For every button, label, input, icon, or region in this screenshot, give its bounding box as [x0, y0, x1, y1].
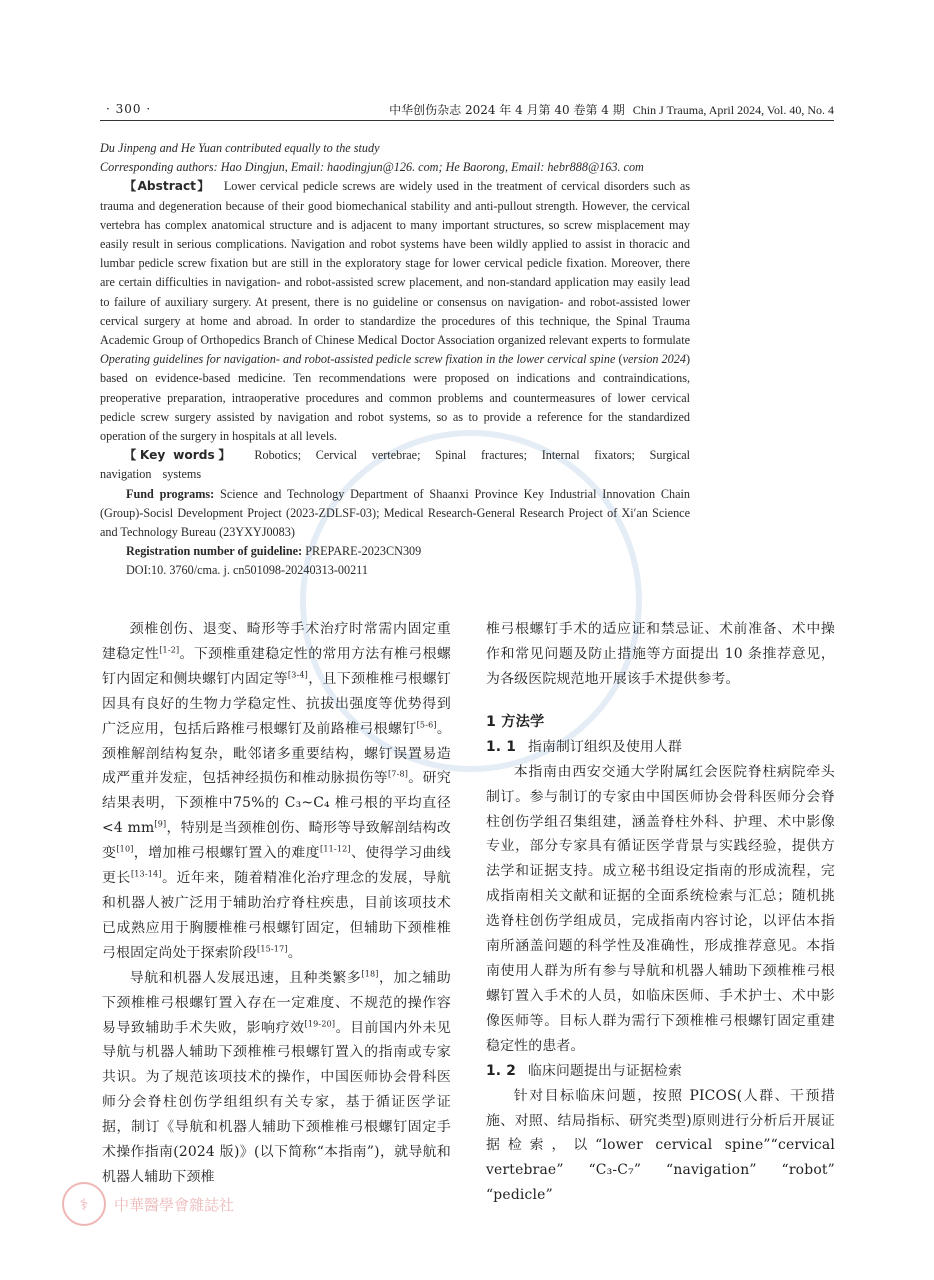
fund-programs: [100, 485, 690, 543]
abstract-paragraph: [100, 177, 690, 446]
subsection-title: 临床问题提出与证据检索: [528, 1062, 683, 1079]
registration-number: [100, 542, 690, 561]
running-header: [389, 101, 834, 118]
subsection-title: 指南制订组织及使用人群: [528, 738, 683, 755]
journal-name-cn: 中华创伤杂志 2024 年 4 月第 40 卷第 4 期: [389, 103, 625, 117]
intro-paragraph-1: [102, 617, 451, 966]
citation: [11-12]: [320, 844, 351, 854]
page-number: · 300 ·: [106, 102, 152, 116]
citation: [5-6]: [416, 720, 437, 729]
publisher-seal-icon: ⚕: [62, 1182, 106, 1226]
methods-paragraph-2: 针对目标临床问题，按照 PICOS(人群、干预措施、对照、结局指标、研究类型)原则进行分析后开展证据检索，以“lower cervical spine”“cervical vertebrae” “C₃-C₇” “navigation” “robot” “pedicle”: [486, 1087, 835, 1204]
text-run: ，增加椎弓根螺钉置入的难度: [133, 845, 321, 862]
citation: [19-20]: [304, 1018, 336, 1028]
text-run: 。下颈椎重建稳定性的常用方法有椎弓根螺钉内固定和侧块螺钉内固定等: [102, 645, 451, 687]
abstract-text-b: ) based on evidence-based medicine. Ten recommendations were proposed on indications and contraindications, preoperative preparation, intraoperative procedures and common problems and countermeasures of lower cervical pedicle screw surgery assisted by navigation and robot systems, so as to provide a reference for the standardized operation of the surgery in hospitals at all levels.: [100, 352, 690, 444]
citation: [10]: [116, 844, 134, 854]
section-heading-methods: 1 方法学: [486, 713, 545, 730]
abstract-paren: (: [615, 352, 623, 367]
publisher-logo: [62, 1182, 462, 1226]
text-run: ，特别是当颈椎创伤、畸形等导致解剖结构改变: [102, 820, 451, 862]
guideline-title-italic: Operating guidelines for navigation- and robot-assisted pedicle screw fixation in the lower cervical spine: [100, 352, 616, 367]
text-run: 。: [287, 944, 302, 961]
publisher-name: 中華醫學會雜誌社: [114, 1195, 235, 1214]
text-run: 导航和机器人发展迅速，且种类繁多: [129, 969, 362, 986]
corresponding-authors: Corresponding authors: Hao Dingjun, Email: haodingjun@126. com; He Baorong, Email: hebr888@163. com: [100, 160, 644, 175]
registration-label: Registration number of guideline:: [126, 544, 303, 559]
subsection-number: 1. 2: [486, 1062, 517, 1079]
citation: [18]: [361, 969, 379, 979]
keywords-paragraph: [100, 446, 690, 484]
intro-paragraph-2: [102, 966, 451, 1190]
subsection-heading-1-1: [486, 735, 835, 760]
citation: [7-8]: [387, 769, 409, 779]
fund-label: Fund programs:: [126, 486, 215, 501]
subsection-heading-1-2: [486, 1059, 835, 1084]
text-run: ，且下颈椎椎弓根螺钉因具有良好的生物力学稳定性、抗拔出强度等优势得到广泛应用，包括后路椎弓根螺钉及前路椎弓根螺钉: [102, 670, 451, 737]
text-run: 。近年来，随着精准化治疗理念的发展，导航和机器人被广泛用于辅助治疗脊柱疾患，目前该项技术已成熟应用于胸腰椎椎弓根螺钉固定，但辅助下颈椎椎弓根固定尚处于探索阶段: [102, 870, 451, 961]
header-rule: [100, 120, 834, 121]
citation: [9]: [154, 819, 167, 829]
citation: [1-2]: [159, 645, 180, 655]
text-run: 。研究结果表明，下颈椎中75%的 C₃~C₄ 椎弓根的平均直径<4 mm: [102, 770, 451, 837]
abstract-text-a: Lower cervical pedicle screws are widely used in the treatment of cervical disorders such as trauma and degeneration because of their good biomechanical stability and anti-pullout strength. However, the cervical vertebra has complex anatomical structure and is adjacent to many important structures, so screw misplacement may easily result in serious complications. Navigation and robot systems have been wildly applied to assist in thoracic and lumbar pedicle screw fixation but are still in the exploratory stage for lower cervical pedicle fixation. Moreover, there are certain difficulties in navigation- and robot-assisted screw placement, and non-standard application may easily lead to failure of auxiliary surgery. At present, there is no guideline or consensus on navigation- and robot-assisted lower cervical surgery at home and abroad. In order to standardize the procedures of this technique, the Spinal Trauma Academic Group of Orthopedics Branch of Chinese Medical Doctor Association organized relevant experts to formulate: [100, 179, 691, 348]
citation: [13-14]: [130, 869, 162, 879]
text-run: ，加之辅助下颈椎椎弓根螺钉置入存在一定难度、不规范的操作容易导致辅助手术失败，影响疗效: [102, 969, 451, 1036]
keywords-terms: Robotics; Cervical vertebrae; Spinal fractures; Internal fixators; Surgical navigation systems: [100, 448, 690, 482]
english-front-matter: [100, 139, 690, 581]
equal-contribution-note: Du Jinpeng and He Yuan contributed equally to the study: [100, 141, 380, 155]
doi: DOI:10. 3760/cma. j. cn501098-20240313-00211: [126, 563, 368, 578]
methods-paragraph-1: 本指南由西安交通大学附属红会医院脊柱病院牵头制订。参与制订的专家由中国医师协会骨科医师分会脊柱创伤学组召集组建，涵盖脊柱外科、护理、术中影像专业，部分专家具有循证医学背景与实践经验，提供方法学和证据支持。成立秘书组设定指南的形成流程，完成指南相关文献和证据的全面系统检索与汇总；随机挑选脊柱创伤学组成员，完成指南内容讨论，以评估本指南所涵盖问题的科学性及准确性，形成推荐意见。本指南使用人群为所有参与导航和机器人辅助下颈椎椎弓根螺钉置入手术的人员，如临床医师、手术护士、术中影像医师等。目标人群为需行下颈椎椎弓根螺钉固定重建稳定性的患者。: [486, 763, 835, 1054]
text-run: 颈椎创伤、退变、畸形等手术治疗时常需内固定重建稳定性: [102, 621, 451, 662]
keywords-label: 【Key words】: [124, 448, 235, 463]
text-run: 、使得学习曲线更长: [102, 845, 452, 887]
right-column: [486, 617, 835, 1204]
intro-continuation: 椎弓根螺钉手术的适应证和禁忌证、术前准备、术中操作和常见问题及防止措施等方面提出 10 条推荐意见，为各级医院规范地开展该手术提供参考。: [486, 621, 835, 687]
abstract-label: 【Abstract】: [124, 179, 211, 194]
text-run: 。目前国内外未见导航与机器人辅助下颈椎椎弓根螺钉置入的指南或专家共识。为了规范该项技术的操作，中国医师协会骨科医师分会脊柱创伤学组组织有关专家，基于循证医学证据，制订《导航和机器人辅助下颈椎椎弓根螺钉固定手术操作指南(2024 版)》(以下简称“本指南”)，就导航和机器人辅助下颈椎: [102, 1019, 451, 1185]
journal-name-en: Chin J Trauma, April 2024, Vol. 40, No. 4: [632, 103, 834, 117]
subsection-number: 1. 1: [486, 738, 517, 755]
registration-value: PREPARE-2023CN309: [305, 544, 422, 559]
guideline-version: version 2024: [622, 352, 686, 367]
citation: [3-4]: [287, 670, 308, 680]
body-columns: [102, 617, 835, 1204]
left-column: [102, 617, 451, 1197]
text-run: 。颈椎解剖结构复杂，毗邻诸多重要结构，螺钉误置易造成严重并发症，包括神经损伤和椎动脉损伤等: [102, 720, 452, 787]
fund-text: Science and Technology Department of Shaanxi Province Key Industrial Innovation Chain (Group)-Socisl Development Project (2023-ZDLSF-03); Medical Research-General Research Project of Xi′an Science and Technology Bureau (23YXYJ0083): [100, 486, 691, 540]
citation: [15-17]: [257, 944, 288, 954]
